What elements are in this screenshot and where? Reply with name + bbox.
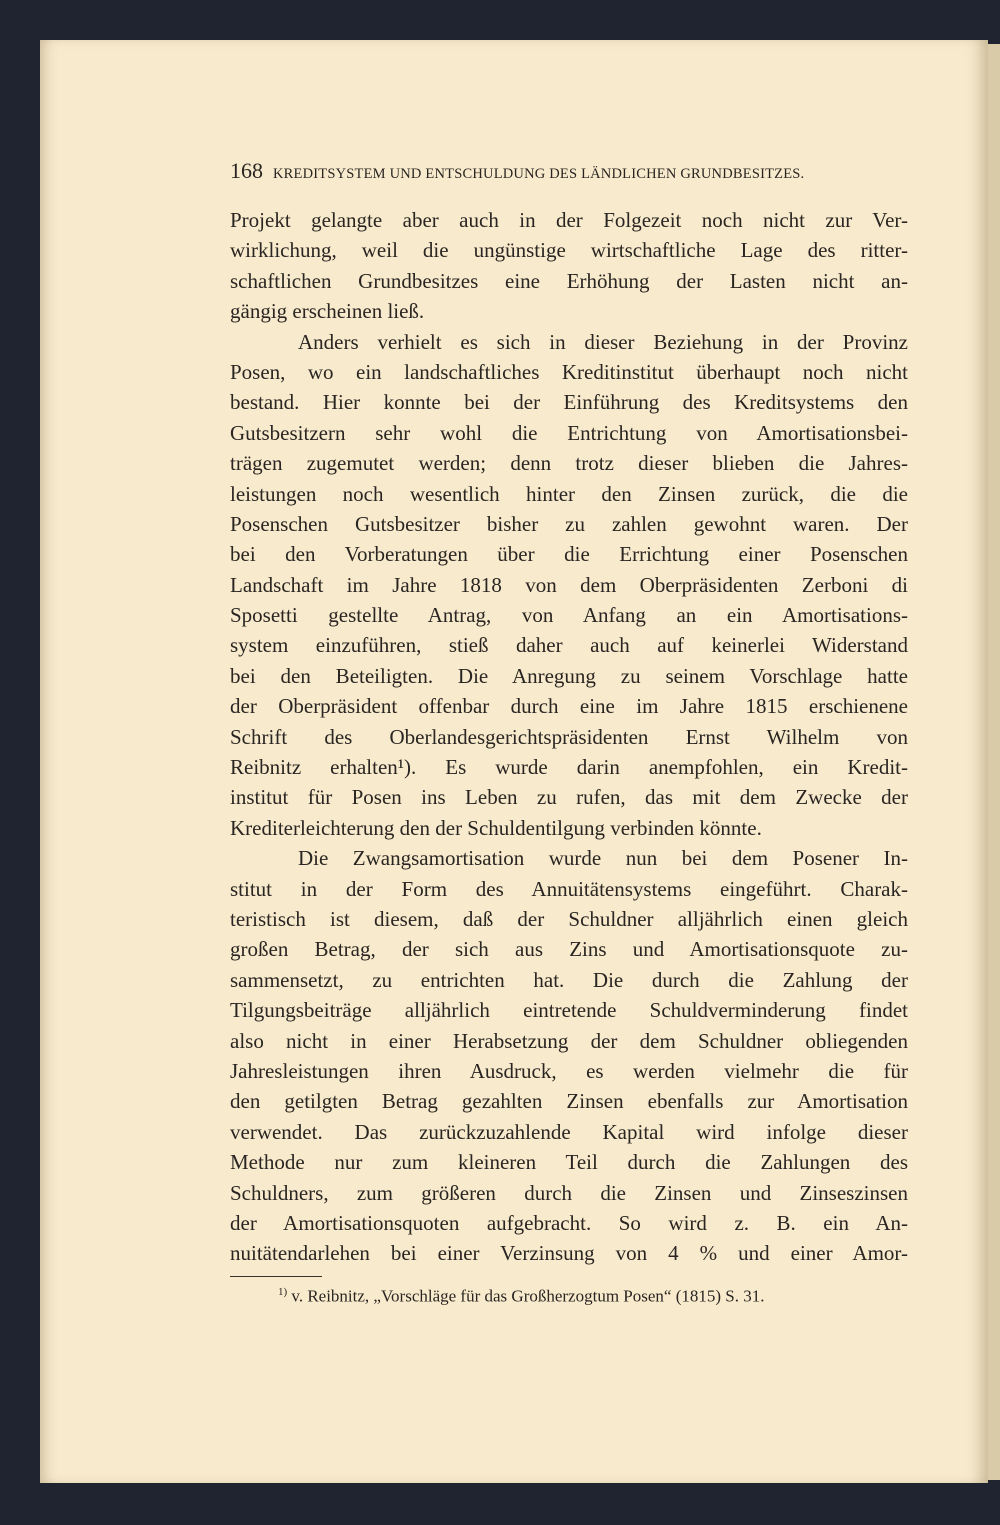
text-line: Jahresleistungen ihren Ausdruck, es werden vielmehr die für — [230, 1058, 908, 1083]
text-line: gängig erscheinen ließ. — [230, 299, 425, 324]
text-line: Projekt gelangte aber auch in der Folgezeit noch nicht zur Ver- — [230, 208, 908, 232]
text-line: nuitätendarlehen bei einer Verzinsung von 4 % und einer Amor- — [230, 1241, 908, 1266]
text-line: teristisch ist diesem, daß der Schuldner alljährlich einen gleich — [230, 906, 908, 931]
text-line: Anders verhielt es sich in dieser Beziehung in der Provinz — [298, 329, 908, 354]
text-line: system einzuführen, stieß daher auch auf keinerlei Widerstand — [230, 633, 908, 658]
text-line: Landschaft im Jahre 1818 von dem Oberpräsidenten Zerboni di — [230, 572, 908, 597]
text-line: Posen, wo ein landschaftliches Kreditinstitut überhaupt noch nicht — [230, 359, 908, 384]
page-edge — [988, 44, 1000, 1480]
text-line: Methode nur zum kleineren Teil durch die Zahlungen des — [230, 1150, 908, 1175]
text-line: also nicht in einer Herabsetzung der dem Schuldner obliegenden — [230, 1028, 908, 1053]
text-line: Sposetti gestellte Antrag, von Anfang an ein Amortisations- — [230, 603, 908, 628]
text-line: Tilgungsbeiträge alljährlich eintretende Schuldverminderung findet — [230, 998, 908, 1023]
footnote-marker: 1) — [278, 1286, 288, 1298]
text-line: bestand. Hier konnte bei der Einführung des Kreditsystems den — [230, 390, 908, 415]
body-text — [230, 205, 908, 1269]
text-line: Schrift des Oberlandesgerichtspräsidenten Ernst Wilhelm von — [230, 724, 908, 749]
text-line: großen Betrag, der sich aus Zins und Amortisationsquote zu- — [230, 937, 908, 962]
footnote — [278, 1286, 908, 1307]
text-line: trägen zugemutet werden; denn trotz dieser blieben die Jahres- — [230, 451, 908, 476]
text-line: leistungen noch wesentlich hinter den Zinsen zurück, die die — [230, 481, 908, 506]
text-line: stitut in der Form des Annuitätensystems eingeführt. Charak- — [230, 876, 908, 901]
text-line: Krediterleichterung den der Schuldentilgung verbinden könnte. — [230, 815, 762, 840]
text-line: verwendet. Das zurückzuzahlende Kapital wird infolge dieser — [230, 1119, 908, 1144]
text-line: Posenschen Gutsbesitzer bisher zu zahlen gewohnt waren. Der — [230, 511, 908, 536]
text-line: sammensetzt, zu entrichten hat. Die durch die Zahlung der — [230, 967, 908, 992]
text-line: der Amortisationsquoten aufgebracht. So wird z. B. ein An- — [230, 1210, 908, 1235]
text-line: Die Zwangsamortisation wurde nun bei dem Posener In- — [298, 846, 908, 871]
text-line: Gutsbesitzern sehr wohl die Entrichtung von Amortisationsbei- — [230, 420, 908, 445]
running-title: KREDITSYSTEM UND ENTSCHULDUNG DES LÄNDLICHEN GRUNDBESITZES. — [273, 166, 805, 182]
text-line: bei den Vorberatungen über die Errichtung einer Posenschen — [230, 542, 908, 567]
footnote-rule — [230, 1276, 322, 1277]
text-line: der Oberpräsident offenbar durch eine im Jahre 1815 erschienene — [230, 694, 908, 719]
text-line: den getilgten Betrag gezahlten Zinsen ebenfalls zur Amortisation — [230, 1089, 908, 1114]
text-line: schaftlichen Grundbesitzes eine Erhöhung der Lasten nicht an- — [230, 268, 908, 293]
page-number: 168 — [230, 158, 263, 183]
text-line: Schuldners, zum größeren durch die Zinsen und Zinseszinsen — [230, 1180, 908, 1205]
text-line: institut für Posen ins Leben zu rufen, das mit dem Zwecke der — [230, 785, 908, 810]
running-header — [230, 158, 910, 184]
text-line: bei den Beteiligten. Die Anregung zu seinem Vorschlage hatte — [230, 663, 908, 688]
text-line: Reibnitz erhalten¹). Es wurde darin anempfohlen, ein Kredit- — [230, 755, 908, 780]
footnote-text: v. Reibnitz, „Vorschläge für das Großherzogtum Posen“ (1815) S. 31. — [287, 1286, 765, 1306]
text-line: wirklichung, weil die ungünstige wirtschaftliche Lage des ritter- — [230, 238, 908, 263]
